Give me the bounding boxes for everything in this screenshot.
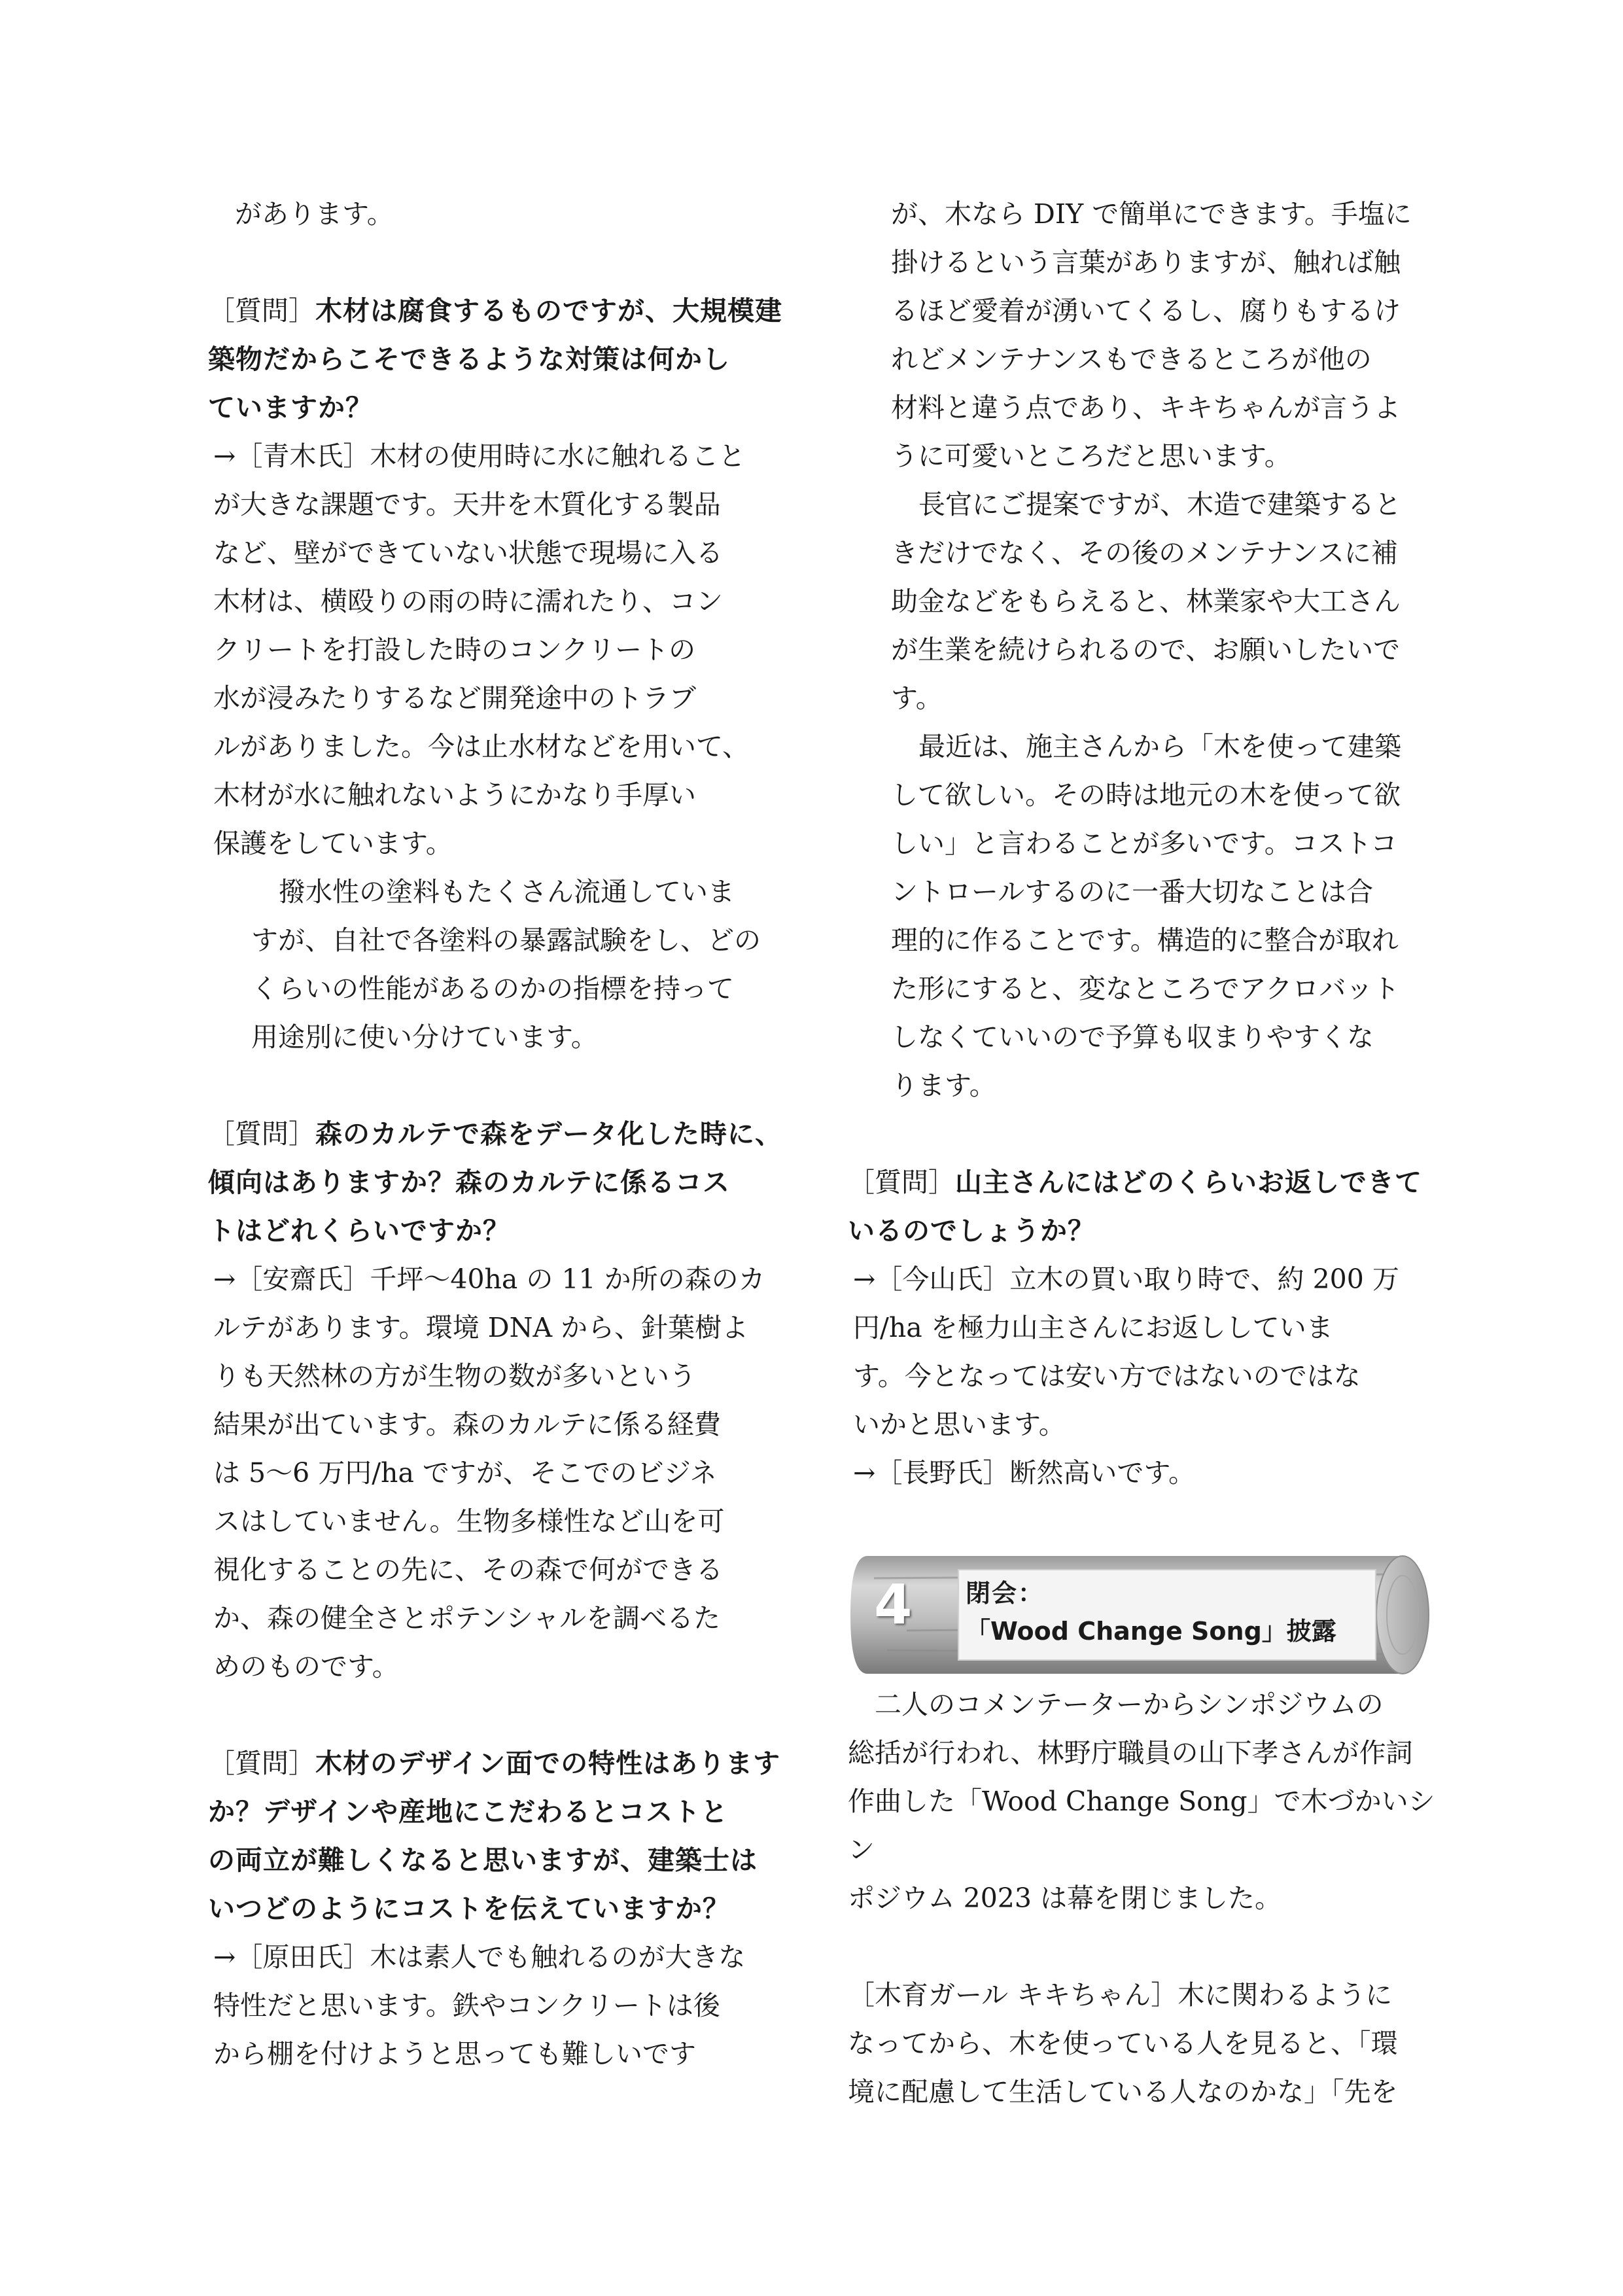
question-line: 木材のデザイン面での特性はあります bbox=[315, 1748, 781, 1779]
answer-line: →［今山氏］立木の買い取り時で、約 200 万 bbox=[853, 1263, 1399, 1295]
answer-line: ります。 bbox=[891, 1070, 996, 1101]
answer-line: しい」と言わることが多いです。コストコ bbox=[891, 828, 1398, 859]
kiki-comment bbox=[848, 1971, 1440, 2116]
answer-line: きだけでなく、その後のメンテナンスに補 bbox=[891, 537, 1398, 569]
section-title-line1: 閉会： bbox=[966, 1579, 1045, 1608]
question-line: ていますか？ bbox=[208, 392, 373, 423]
answer-line: が生業を続けられるので、お願いしたいで bbox=[891, 634, 1401, 665]
question-line: トはどれくらいですか？ bbox=[208, 1215, 510, 1246]
answer-line: →［原田氏］木は素人でも触れるのが大きな bbox=[213, 1941, 746, 1973]
answer-line: れどメンテナンスもできるところが他の bbox=[891, 344, 1372, 375]
answer-line: →［青木氏］木材の使用時に水に触れること bbox=[213, 440, 746, 472]
answer-line: りも天然林の方が生物の数が多いという bbox=[213, 1360, 696, 1392]
answer-3-continued bbox=[848, 190, 1440, 480]
question-line: 築物だからこそできるような対策は何かし bbox=[208, 344, 730, 375]
answer-line: ルテがあります。環境 DNA から、針葉樹よ bbox=[213, 1312, 749, 1343]
answer-line: す。 bbox=[891, 682, 943, 714]
answer-line: 撥水性の塗料もたくさん流通していま bbox=[279, 876, 735, 908]
closing-line: 総括が行われ、林野庁職員の山下孝さんが作詞 bbox=[848, 1737, 1413, 1769]
answer-line: めのものです。 bbox=[213, 1651, 399, 1682]
answer-line: 結果が出ています。森のカルテに係る経費 bbox=[213, 1409, 721, 1440]
section-number: 4 bbox=[874, 1572, 913, 1636]
closing-line: 二人のコメンテーターからシンポジウムの bbox=[875, 1689, 1384, 1720]
closing-line: 作曲した「Wood Change Song」で木づかいシン bbox=[848, 1786, 1435, 1865]
answer-line: くらいの性能があるのかの指標を持って bbox=[251, 973, 734, 1004]
answer-5 bbox=[848, 1449, 1440, 1497]
question-3 bbox=[208, 1739, 800, 1933]
question-tag: ［質問］ bbox=[848, 1167, 955, 1198]
answer-line: 材料と違う点であり、キキちゃんが言うよ bbox=[891, 392, 1401, 423]
section-heading-log bbox=[848, 1552, 1433, 1678]
answer-line: など、壁ができていない状態で現場に入る bbox=[213, 537, 723, 569]
question-tag: ［質問］ bbox=[208, 1748, 315, 1779]
answer-line: いかと思います。 bbox=[853, 1409, 1066, 1440]
answer-line: 掛けるという言葉がありますが、触れば触 bbox=[891, 247, 1401, 278]
answer-line: クリートを打設した時のコンクリートの bbox=[213, 634, 696, 665]
answer-line: た形にすると、変なところでアクロバット bbox=[891, 973, 1400, 1004]
answer-line: 木材が水に触れないようにかなり手厚い bbox=[213, 779, 696, 811]
answer-3 bbox=[208, 1933, 800, 2078]
answer-line: が、木なら DIY で簡単にできます。手塩に bbox=[891, 198, 1412, 230]
answer-line: すが、自社で各塗料の暴露試験をし、どの bbox=[251, 925, 761, 956]
answer-line: す。今となっては安い方ではないのではな bbox=[853, 1360, 1361, 1392]
question-tag: ［質問］ bbox=[208, 295, 315, 327]
answer-4 bbox=[848, 1255, 1440, 1449]
answer-line: が大きな課題です。天井を木質化する製品 bbox=[213, 489, 721, 520]
answer-line: ントロールするのに一番大切なことは合 bbox=[891, 876, 1374, 908]
answer-line: 特性だと思います。鉄やコンクリートは後 bbox=[213, 1990, 720, 2021]
question-line: 森のカルテで森をデータ化した時に、 bbox=[315, 1118, 782, 1150]
question-line: か？デザインや産地にこだわるとコストと bbox=[208, 1796, 729, 1828]
answer-line: 用途別に使い分けています。 bbox=[251, 1021, 598, 1053]
answer-line: から棚を付けようと思っても難しいです bbox=[213, 2038, 696, 2070]
answer-line: 視化することの先に、その森で何ができる bbox=[213, 1554, 723, 1585]
answer-line: しなくていいので予算も収まりやすくな bbox=[891, 1021, 1374, 1053]
question-line: 木材は腐食するものですが、大規模建 bbox=[315, 295, 782, 327]
question-2 bbox=[208, 1110, 800, 1255]
question-line: 山主さんにはどのくらいお返しできて bbox=[955, 1167, 1422, 1198]
question-line: 傾向はありますか？森のカルテに係るコス bbox=[208, 1167, 730, 1198]
answer-line: 水が浸みたりするなど開発途中のトラブ bbox=[213, 682, 696, 714]
answer-3-paragraph-3-cont bbox=[848, 771, 1440, 1110]
kiki-line: 境に配慮して生活している人なのかな」「先を bbox=[848, 2076, 1398, 2108]
answer-line: るほど愛着が湧いてくるし、腐りもするけ bbox=[891, 295, 1401, 327]
question-line: の両立が難しくなると思いますが、建築士は bbox=[208, 1845, 758, 1876]
answer-1-paragraph-2-cont bbox=[208, 916, 800, 1061]
answer-line: 長官にご提案ですが、木造で建築すると bbox=[918, 489, 1401, 520]
answer-line: →［安齋氏］千坪〜40ha の 11 か所の森のカ bbox=[213, 1263, 765, 1295]
section-title-line2: 「Wood Change Song」披露 bbox=[966, 1617, 1336, 1646]
closing-line: ポジウム 2023 は幕を閉じました。 bbox=[848, 1882, 1282, 1914]
answer-line: スはしていません。生物多様性など山を可 bbox=[213, 1506, 725, 1537]
answer-line: 助金などをもらえると、林業家や大工さん bbox=[891, 586, 1401, 617]
question-line: いつどのようにコストを伝えていますか？ bbox=[208, 1893, 730, 1924]
answer-line: ルがありました。今は止水材などを用いて、 bbox=[213, 731, 750, 762]
answer-3-paragraph-3 bbox=[848, 722, 1440, 771]
section-title-box bbox=[958, 1569, 1376, 1661]
answer-line: →［長野氏］断然高いです。 bbox=[853, 1457, 1196, 1489]
answer-3-paragraph-2-cont bbox=[848, 529, 1440, 722]
answer-1-paragraph-2 bbox=[208, 868, 800, 916]
answer-line: うに可愛いところだと思います。 bbox=[891, 440, 1291, 472]
right-column bbox=[848, 190, 1440, 2116]
answer-line: 円/ha を極力山主さんにお返ししていま bbox=[853, 1312, 1333, 1343]
question-tag: ［質問］ bbox=[208, 1118, 315, 1150]
answer-line: 理的に作ることです。構造的に整合が取れ bbox=[891, 925, 1399, 956]
answer-2 bbox=[208, 1255, 800, 1691]
answer-1 bbox=[208, 432, 800, 868]
closing-paragraph bbox=[848, 1680, 1440, 1922]
answer-line: して欲しい。その時は地元の木を使って欲 bbox=[891, 779, 1401, 811]
question-line: いるのでしょうか？ bbox=[848, 1215, 1095, 1246]
left-column bbox=[208, 190, 800, 2078]
answer-line: は 5〜6 万円/ha ですが、そこでのビジネ bbox=[213, 1457, 717, 1489]
kiki-line: なってから、木を使っている人を見ると、「環 bbox=[848, 2028, 1398, 2059]
answer-line: 保護をしています。 bbox=[213, 828, 453, 859]
kiki-line: ［木育ガール キキちゃん］木に関わるように bbox=[848, 1979, 1393, 2011]
question-4 bbox=[848, 1158, 1440, 1255]
question-1 bbox=[208, 287, 800, 432]
answer-line: か、森の健全さとポテンシャルを調べるた bbox=[213, 1602, 721, 1634]
answer-line: 最近は、施主さんから「木を使って建築 bbox=[918, 731, 1401, 762]
answer-3-paragraph-2 bbox=[848, 480, 1440, 529]
answer-line: 木材は、横殴りの雨の時に濡れたり、コン bbox=[213, 586, 723, 617]
continuation-text: があります。 bbox=[235, 198, 394, 230]
